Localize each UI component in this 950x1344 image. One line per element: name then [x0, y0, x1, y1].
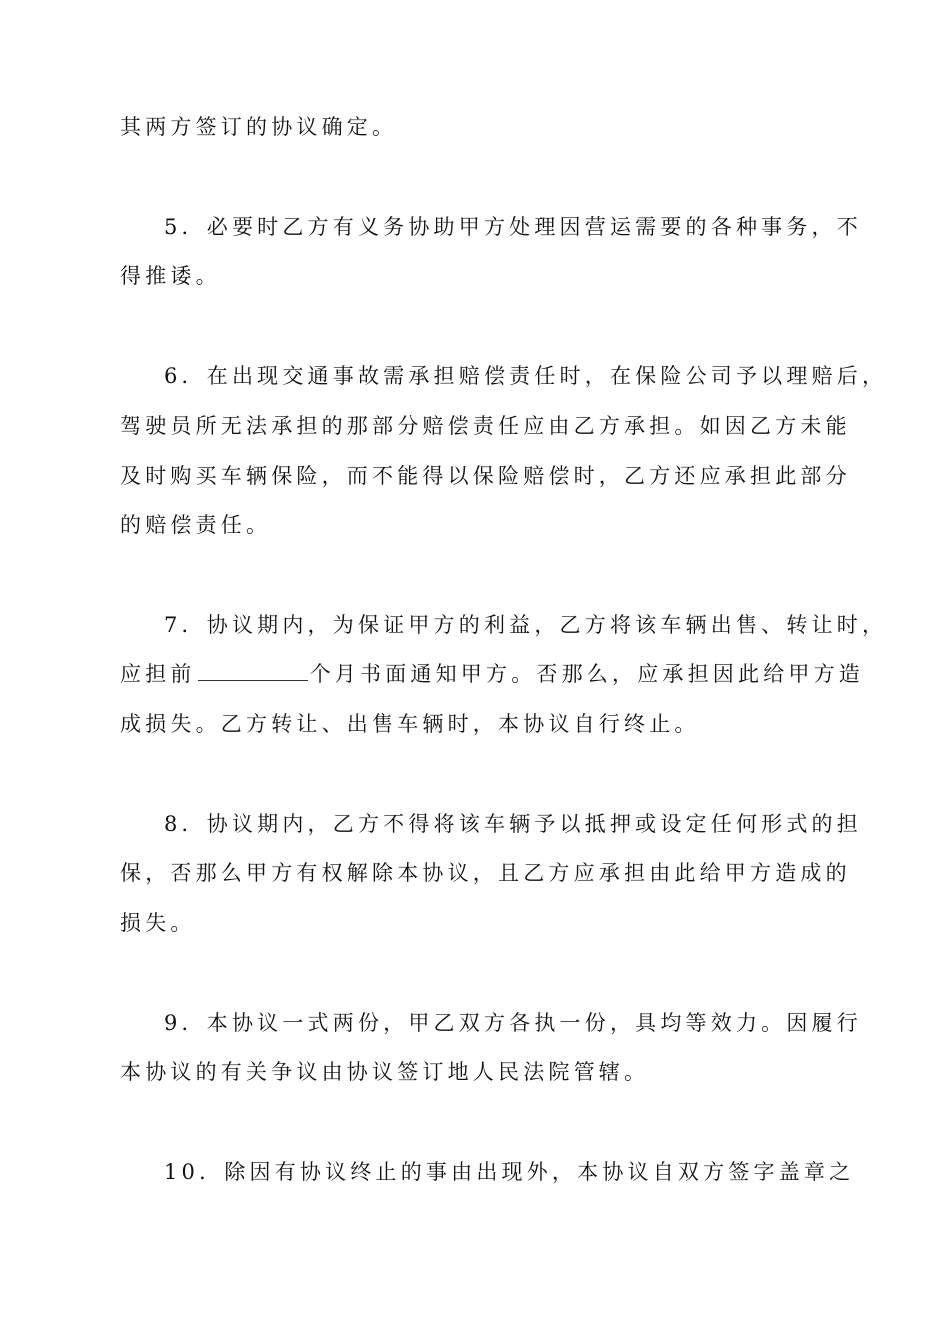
clause-9-line-2: 本协议的有关争议由协议签订地人民法院管辖。	[120, 1060, 650, 1084]
clause-5-line-1: 5．必要时乙方有义务协助甲方处理因营运需要的各种事务，不	[164, 215, 862, 239]
clause-7-line-2	[120, 660, 864, 688]
clause-6-line-4: 的赔偿责任。	[120, 513, 272, 537]
clause-7-line-3: 成损失。乙方转让、出售车辆时，本协议自行终止。	[120, 712, 700, 736]
clause-5-line-2: 得推诿。	[120, 264, 221, 288]
clause-6-line-1: 6．在出现交通事故需承担赔偿责任时，在保险公司予以理赔后，	[164, 364, 888, 388]
clause-10-line-1: 10．除因有协议终止的事由出现外，本协议自双方签字盖章之	[164, 1160, 855, 1184]
clause-7-line-2-start: 应担前	[120, 662, 196, 686]
blank-underline	[198, 660, 308, 681]
clause-8-line-2: 保，否那么甲方有权解除本协议，且乙方应承担由此给甲方造成的	[120, 861, 851, 885]
clause-6-line-2: 驾驶员所无法承担的那部分赔偿责任应由乙方承担。如因乙方未能	[120, 414, 851, 438]
clause-7-line-2-end: 个月书面通知甲方。否那么，应承担因此给甲方造	[309, 662, 865, 686]
clause-7-line-1: 7．协议期内，为保证甲方的利益，乙方将该车辆出售、转让时，	[164, 613, 888, 637]
clause-8-line-1: 8．协议期内，乙方不得将该车辆予以抵押或设定任何形式的担	[164, 812, 862, 836]
clause-6-line-3: 及时购买车辆保险，而不能得以保险赔偿时，乙方还应承担此部分	[120, 464, 851, 488]
clause-8-line-3: 损失。	[120, 911, 196, 935]
continuation-line: 其两方签订的协议确定。	[120, 115, 398, 139]
clause-9-line-1: 9．本协议一式两份，甲乙双方各执一份，具均等效力。因履行	[164, 1011, 862, 1035]
